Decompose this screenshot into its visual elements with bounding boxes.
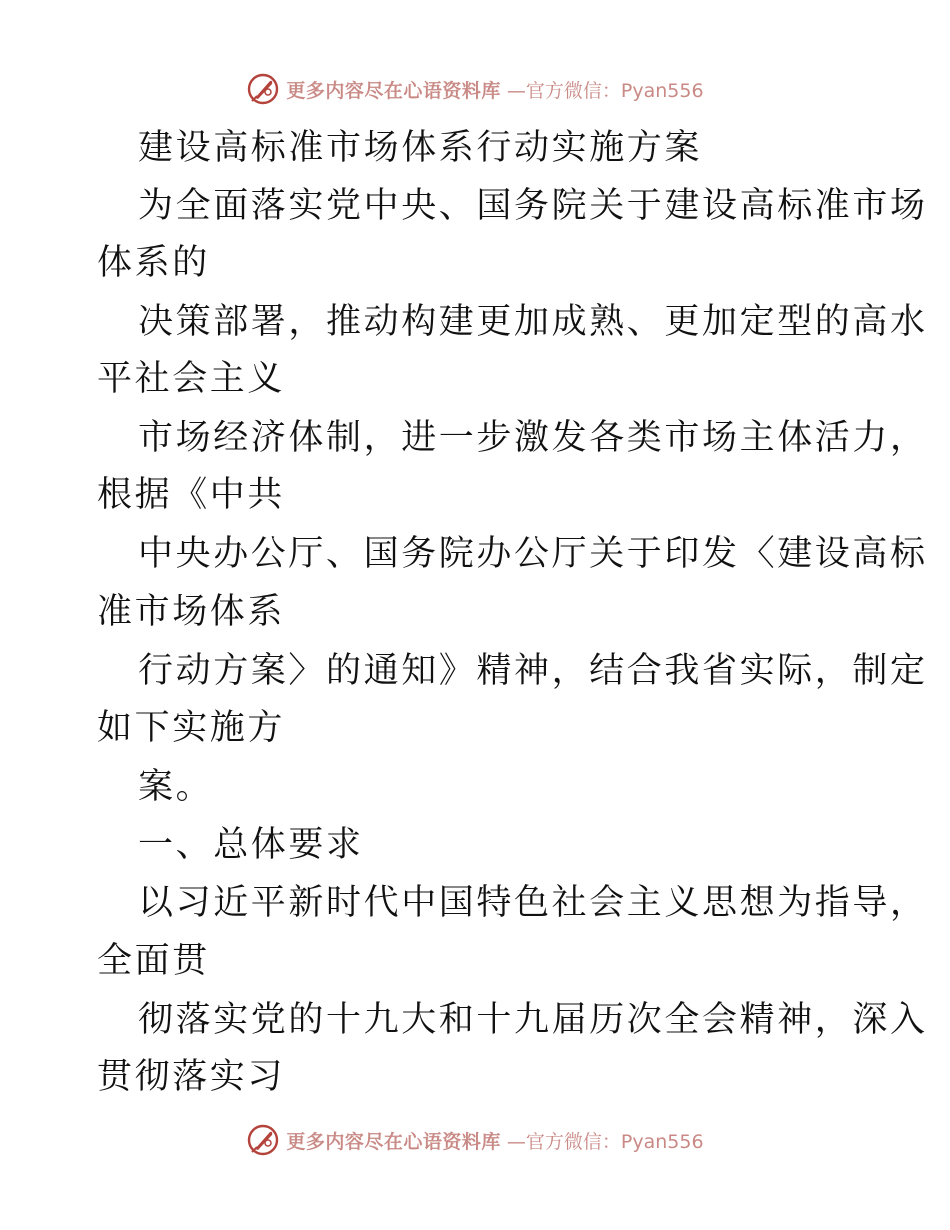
footer-watermark bbox=[0, 1123, 950, 1157]
paragraph-line: 行动方案〉的通知》精神，结合我省实际，制定 bbox=[138, 651, 928, 691]
document-title: 建设高标准市场体系行动实施方案 bbox=[138, 128, 703, 168]
paragraph-line: 贯彻落实习 bbox=[97, 1057, 286, 1097]
paragraph-line: 平社会主义 bbox=[97, 359, 286, 399]
paragraph-line: 彻落实党的十九大和十九届历次全会精神，深入 bbox=[138, 1000, 928, 1040]
section-heading: 一、总体要求 bbox=[138, 825, 364, 865]
paragraph-line: 中央办公厅、国务院办公厅关于印发〈建设高标 bbox=[138, 534, 928, 574]
watermark-sub-text: —官方微信：Pyan556 bbox=[506, 79, 704, 102]
paragraph-line: 准市场体系 bbox=[97, 592, 286, 632]
watermark-main-text: 更多内容尽在心语资料库 bbox=[286, 1130, 501, 1153]
header-watermark bbox=[0, 72, 950, 106]
paragraph-line: 市场经济体制，进一步激发各类市场主体活力， bbox=[138, 418, 928, 458]
quill-pen-logo-icon bbox=[246, 72, 280, 106]
paragraph-line: 如下实施方 bbox=[97, 708, 286, 748]
paragraph-line: 案。 bbox=[138, 767, 214, 807]
paragraph-line: 以习近平新时代中国特色社会主义思想为指导， bbox=[138, 883, 928, 923]
watermark-sub-text: —官方微信：Pyan556 bbox=[506, 1130, 704, 1153]
paragraph-line: 全面贯 bbox=[97, 941, 210, 981]
quill-pen-logo-icon bbox=[246, 1123, 280, 1157]
watermark-main-text: 更多内容尽在心语资料库 bbox=[286, 79, 501, 102]
paragraph-line: 为全面落实党中央、国务院关于建设高标准市场 bbox=[138, 186, 928, 226]
paragraph-line: 体系的 bbox=[97, 243, 210, 283]
paragraph-line: 决策部署，推动构建更加成熟、更加定型的高水 bbox=[138, 302, 928, 342]
paragraph-line: 根据《中共 bbox=[97, 475, 286, 515]
